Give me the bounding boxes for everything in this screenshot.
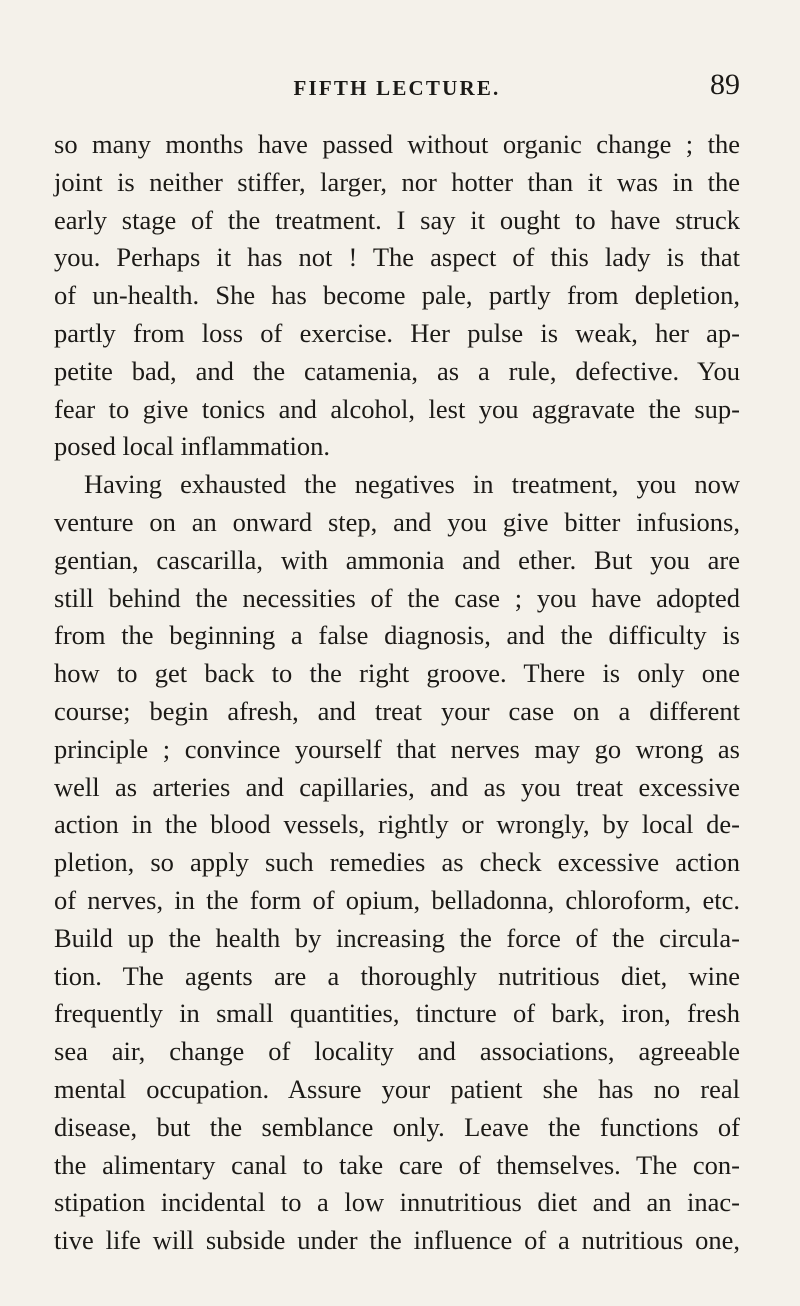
- text-line: action in the blood vessels, rightly or wrongly, by local de-: [54, 809, 740, 840]
- page-number: 89: [710, 68, 740, 101]
- text-line: how to get back to the right groove. There is only one: [54, 658, 740, 689]
- text-line: so many months have passed without organic change ; the: [54, 129, 740, 159]
- paragraph-first-line: Having exhausted the negatives in treatment, you now: [84, 469, 740, 500]
- text-line: the alimentary canal to take care of themselves. The con-: [54, 1149, 740, 1180]
- text-line: disease, but the semblance only. Leave the functions of: [54, 1111, 740, 1142]
- text-line: sea air, change of locality and associations, agreeable: [54, 1036, 740, 1067]
- text-line: petite bad, and the catamenia, as a rule, defective. You: [54, 355, 740, 386]
- text-line: still behind the necessities of the case ; you have adopted: [54, 582, 740, 613]
- chapter-heading: FIFTH LECTURE.: [293, 76, 501, 100]
- running-head: [54, 68, 740, 108]
- text-line: joint is neither stiffer, larger, nor hotter than it was in the: [54, 166, 740, 197]
- text-line: well as arteries and capillaries, and as you treat excessive: [54, 771, 740, 802]
- text-line: fear to give tonics and alcohol, lest you aggravate the sup-: [54, 393, 740, 424]
- text-line: principle ; convince yourself that nerves may go wrong as: [54, 733, 740, 764]
- text-line: pletion, so apply such remedies as check excessive action: [54, 847, 740, 878]
- text-line: gentian, cascarilla, with ammonia and ether. But you are: [54, 544, 740, 575]
- text-line: of un-health. She has become pale, partly from depletion,: [54, 280, 740, 311]
- text-line: stipation incidental to a low innutritious diet and an inac-: [54, 1187, 740, 1218]
- text-line: partly from loss of exercise. Her pulse is weak, her ap-: [54, 317, 740, 348]
- text-line: mental occupation. Assure your patient she has no real: [54, 1073, 740, 1104]
- text-line: from the beginning a false diagnosis, and the difficulty is: [54, 620, 740, 651]
- text-line: Build up the health by increasing the force of the circula-: [54, 922, 740, 953]
- body-text: [54, 126, 740, 1260]
- text-line: frequently in small quantities, tincture of bark, iron, fresh: [54, 998, 740, 1029]
- text-line: tive life will subside under the influence of a nutritious one,: [54, 1225, 740, 1256]
- text-line: posed local inflammation.: [54, 431, 330, 462]
- text-line: tion. The agents are a thoroughly nutritious diet, wine: [54, 960, 740, 991]
- text-line: of nerves, in the form of opium, belladonna, chloroform, etc.: [54, 884, 740, 915]
- text-line: you. Perhaps it has not ! The aspect of this lady is that: [54, 242, 740, 273]
- text-line: early stage of the treatment. I say it ought to have struck: [54, 204, 740, 235]
- text-line: venture on an onward step, and you give bitter infusions,: [54, 506, 740, 537]
- text-line: course; begin afresh, and treat your case on a different: [54, 695, 740, 726]
